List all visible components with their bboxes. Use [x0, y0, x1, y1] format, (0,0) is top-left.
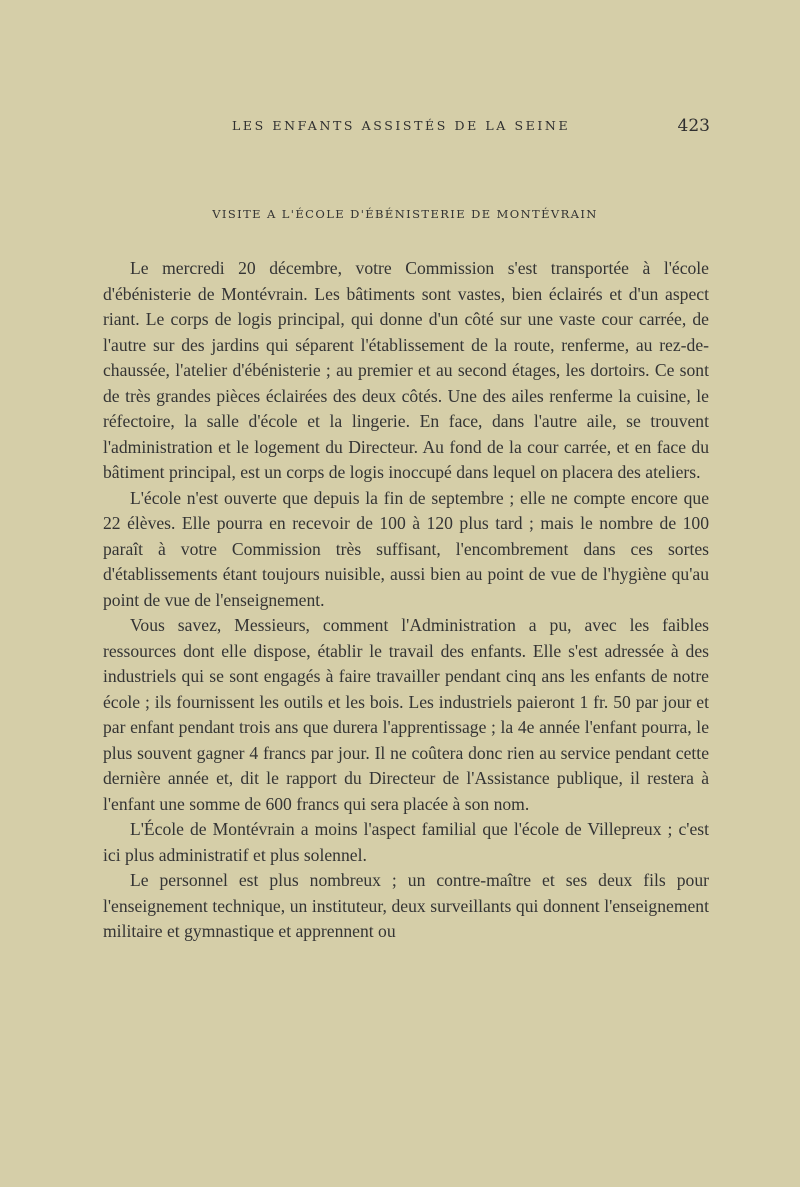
paragraph: Le personnel est plus nombreux ; un contre-maître et ses deux fils pour l'enseignement technique, un instituteur, deux surveillants qui donnent l'enseignement militaire et gymnastique et apprennent ou [103, 870, 709, 941]
running-head: LES ENFANTS ASSISTÉS DE LA SEINE [232, 118, 571, 133]
paragraph: L'école n'est ouverte que depuis la fin de septembre ; elle ne compte encore que 22 élèves. Elle pourra en recevoir de 100 à 120 plus tard ; mais le nombre de 100 paraît à votre Commission très suffisant, l'encombrement dans ces sortes d'établissements étant toujours nuisible, aussi bien au point de vue de l'hygiène qu'au point de vue de l'enseignement. [103, 487, 709, 610]
page-number: 423 [677, 116, 710, 136]
paragraph: Le mercredi 20 décembre, votre Commission s'est transportée à l'école d'ébénisterie de Montévrain. Les bâtiments sont vastes, bien éclairés et d'un aspect riant. Le corps de logis principal, qui donne d'un côté sur une vaste cour carrée, de l'autre sur des jardins qui séparent l'établissement de la route, renferme, au rez-de-chaussée, l'atelier d'ébénisterie ; au premier et au second étages, les dortoirs. Ce sont de très grandes pièces éclairées des deux côtés. Une des ailes renferme la cuisine, le réfectoire, la salle d'école et la lingerie. En face, dans l'autre aile, se trouvent l'administration et le logement du Directeur. Au fond de la cour carrée, et en face du bâtiment principal, est un corps de logis inoccupé dans lequel on placera des ateliers. [103, 258, 709, 482]
paragraph: Vous savez, Messieurs, comment l'Administration a pu, avec les faibles ressources dont elle dispose, établir le travail des enfants. Elle s'est adressée à des industriels qui se sont engagés à faire travailler pendant cinq ans les enfants de notre école ; ils fournissent les outils et les bois. Les industriels paieront 1 fr. 50 par jour et par enfant pendant trois ans que durera l'apprentissage ; la 4e année l'enfant pourra, le plus souvent gagner 4 francs par jour. Il ne coûtera donc rien au service pendant cette dernière année et, dit le rapport du Directeur de l'Assistance publique, il restera à l'enfant une somme de 600 francs qui sera placée à son nom. [103, 615, 709, 814]
page-header [100, 116, 710, 140]
paragraph: L'École de Montévrain a moins l'aspect familial que l'école de Villepreux ; c'est ici plus administratif et plus solennel. [103, 819, 709, 865]
body-text [103, 256, 709, 945]
section-title: VISITE A L'ÉCOLE D'ÉBÉNISTERIE DE MONTÉVRAIN [212, 207, 598, 221]
